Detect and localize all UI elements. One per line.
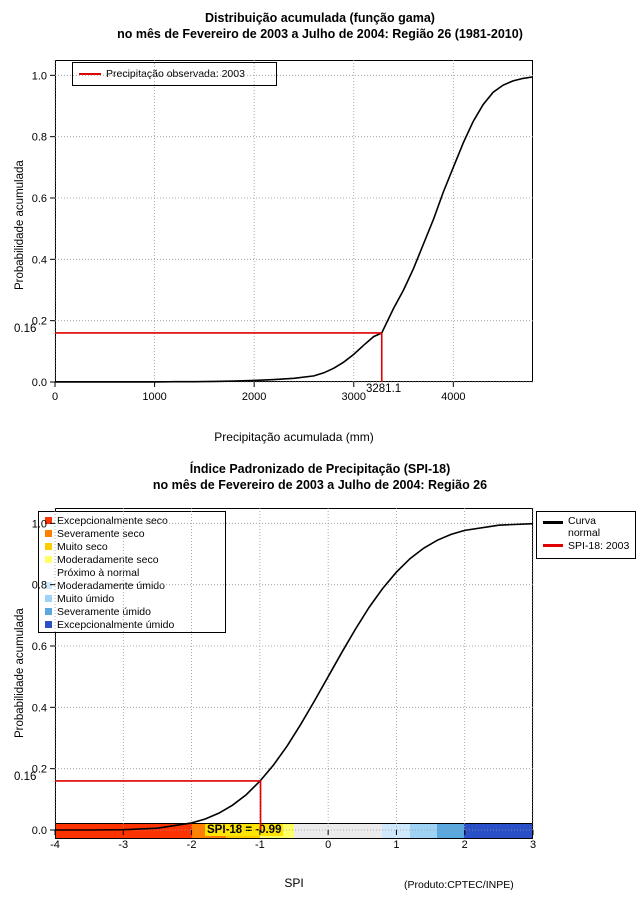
class-bar-segment xyxy=(464,824,532,838)
class-legend-label: Moderadamente seco xyxy=(57,553,159,566)
svg-text:1.0: 1.0 xyxy=(31,70,47,83)
class-legend-label: Muito úmido xyxy=(57,592,115,605)
svg-text:-2: -2 xyxy=(186,839,197,851)
svg-text:1000: 1000 xyxy=(142,391,167,403)
svg-text:0.6: 0.6 xyxy=(31,193,47,205)
class-color-dot xyxy=(45,556,52,563)
class-legend-row xyxy=(39,540,225,553)
footer-credit: (Produto:CPTEC/INPE) xyxy=(404,879,514,891)
svg-text:3: 3 xyxy=(529,839,537,851)
curve-legend-row xyxy=(537,515,635,539)
class-bar-segment xyxy=(410,824,437,838)
top-x-axis-label: Precipitação acumulada (mm) xyxy=(214,430,374,444)
class-bar-segment xyxy=(437,824,464,838)
bottom-chart-title-line1: Índice Padronizado de Precipitação (SPI-18) xyxy=(189,462,451,476)
observed-precip-line-swatch xyxy=(79,73,101,75)
svg-text:0.4: 0.4 xyxy=(31,254,47,267)
top-y-annotation: 0.16 xyxy=(14,323,37,335)
svg-text:3000: 3000 xyxy=(341,391,366,403)
svg-text:0.2: 0.2 xyxy=(31,315,47,328)
class-color-dot xyxy=(45,582,52,589)
bottom-x-axis-label: SPI xyxy=(284,876,304,890)
top-chart-title-line2: no mês de Fevereiro de 2003 a Julho de 2004: Região 26 (1981-2010) xyxy=(117,27,523,41)
svg-text:1.0: 1.0 xyxy=(31,518,47,531)
svg-text:4000: 4000 xyxy=(441,391,466,403)
svg-text:0.8: 0.8 xyxy=(31,131,47,144)
class-legend-row xyxy=(39,605,225,618)
svg-text:0.0: 0.0 xyxy=(31,825,47,837)
top-y-axis-label: Probabilidade acumulada xyxy=(14,160,26,290)
class-color-dot xyxy=(45,569,52,576)
class-legend-row xyxy=(39,527,225,540)
spi-classification-legend xyxy=(38,511,226,633)
spi-class-colorbar xyxy=(55,823,533,839)
class-legend-row xyxy=(39,566,225,579)
class-legend-label: Moderadamente úmido xyxy=(57,579,165,592)
top-chart-legend xyxy=(72,62,277,86)
top-chart-title xyxy=(0,10,640,42)
svg-text:-1: -1 xyxy=(254,839,265,851)
class-bar-segment xyxy=(382,824,409,838)
class-color-dot xyxy=(45,595,52,602)
svg-text:0: 0 xyxy=(325,839,332,851)
svg-text:0.4: 0.4 xyxy=(31,702,47,715)
class-color-dot xyxy=(45,608,52,615)
svg-text:0.2: 0.2 xyxy=(31,763,47,776)
class-color-dot xyxy=(45,530,52,537)
curve-color-swatch xyxy=(543,521,563,524)
bottom-chart-title-line2: no mês de Fevereiro de 2003 a Julho de 2004: Região 26 xyxy=(152,478,488,492)
svg-text:0: 0 xyxy=(51,391,59,403)
class-bar-segment xyxy=(294,824,382,838)
curve-legend-label: Curva normal xyxy=(568,515,601,539)
curve-color-swatch xyxy=(543,544,563,547)
class-legend-label: Excepcionalmente seco xyxy=(57,514,168,527)
svg-text:-4: -4 xyxy=(50,839,60,851)
class-legend-row xyxy=(39,553,225,566)
class-legend-label: Próximo à normal xyxy=(57,566,140,579)
svg-text:0.0: 0.0 xyxy=(31,377,47,389)
class-legend-row xyxy=(39,514,225,527)
curve-legend-label: SPI-18: 2003 xyxy=(568,539,630,552)
top-chart-title-line1: Distribuição acumulada (função gama) xyxy=(205,11,435,25)
bottom-y-annotation: 0.16 xyxy=(14,771,37,783)
class-legend-row xyxy=(39,579,225,592)
top-plot-area xyxy=(55,60,533,382)
curve-legend-row xyxy=(537,539,635,552)
top-x-annotation: 3281.1 xyxy=(366,383,402,395)
class-legend-label: Excepcionalmente úmido xyxy=(57,618,175,631)
class-color-dot xyxy=(45,517,52,524)
spi-value-label: SPI-18 = -0.99 xyxy=(207,824,282,836)
svg-text:2: 2 xyxy=(461,839,468,851)
class-legend-label: Muito seco xyxy=(57,540,108,553)
svg-text:0.8: 0.8 xyxy=(31,579,47,592)
class-legend-label: Severamente seco xyxy=(57,527,145,540)
class-color-dot xyxy=(45,543,52,550)
svg-text:0.6: 0.6 xyxy=(31,641,47,653)
bottom-chart-curve-legend xyxy=(536,511,636,559)
bottom-chart-title xyxy=(0,461,640,493)
class-legend-row xyxy=(39,592,225,605)
svg-text:1: 1 xyxy=(393,839,400,851)
class-legend-label: Severamente úmido xyxy=(57,605,151,618)
bottom-y-axis-label: Probabilidade acumulada xyxy=(14,608,26,738)
class-color-dot xyxy=(45,621,52,628)
svg-text:-3: -3 xyxy=(118,839,129,851)
class-bar-segment xyxy=(56,824,192,838)
class-legend-row xyxy=(39,618,225,631)
top-legend-label: Precipitação observada: 2003 xyxy=(106,68,245,80)
svg-text:2000: 2000 xyxy=(241,391,267,403)
